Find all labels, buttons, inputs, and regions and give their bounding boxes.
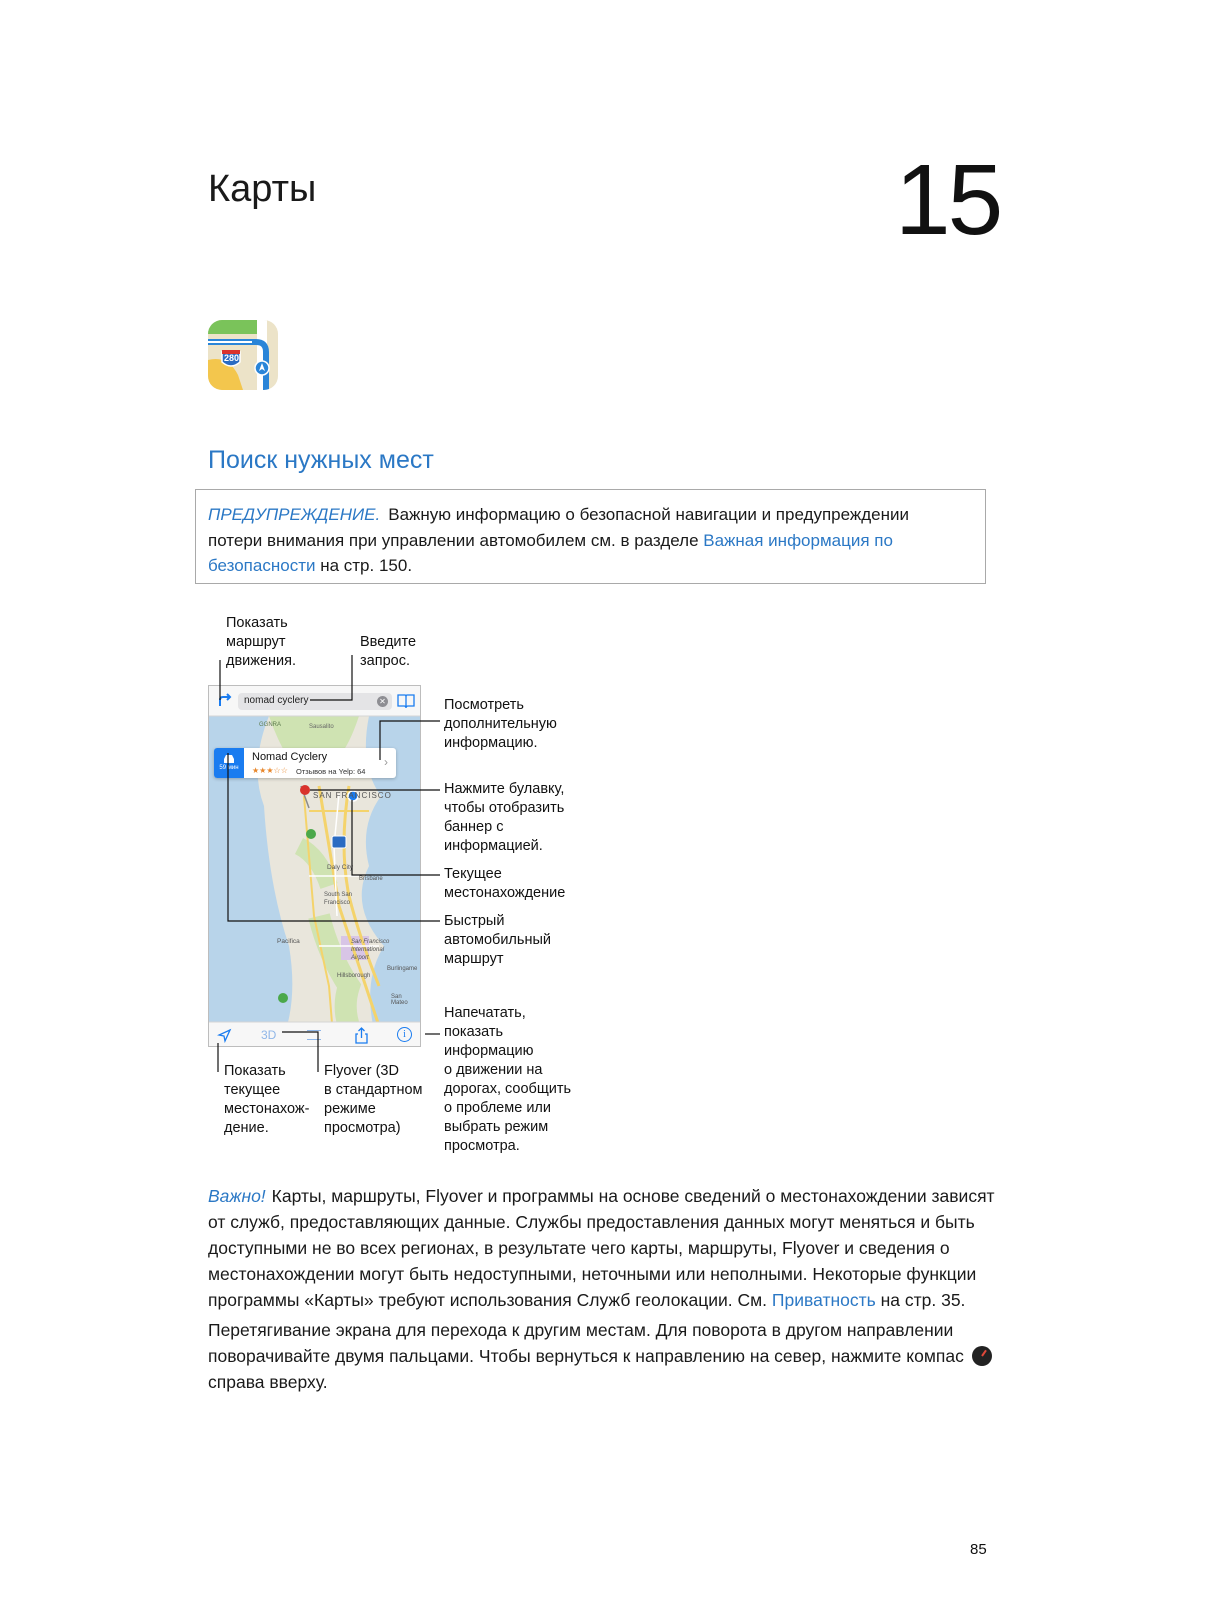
car-icon xyxy=(222,751,236,761)
clear-search-icon[interactable]: ✕ xyxy=(377,696,388,707)
place-banner[interactable] xyxy=(214,748,396,778)
map-label-daly-city: Daly City xyxy=(327,864,354,871)
callout-flyover: Flyover (3D в стандартном режиме просмотра) xyxy=(324,1063,423,1136)
map-label-ggnra: GGNRA xyxy=(259,722,282,728)
map-label-brisbane: Brisbane xyxy=(359,876,383,882)
callout-enter-query: Введите запрос. xyxy=(360,634,417,669)
search-input[interactable] xyxy=(238,693,392,710)
privacy-link[interactable]: Приватность xyxy=(771,1290,876,1310)
warning-label: ПРЕДУПРЕЖДЕНИЕ. xyxy=(208,505,381,524)
map-label-sausalito: Sausalito xyxy=(309,724,334,730)
important-paragraph xyxy=(208,1183,1008,1313)
location-arrow-icon[interactable] xyxy=(217,1028,232,1043)
page-number: 85 xyxy=(970,1541,987,1558)
bottom-toolbar xyxy=(209,1023,421,1047)
compass-icon xyxy=(972,1346,992,1366)
banner-stars: ★★★☆☆ xyxy=(252,766,288,775)
callout-quick-route: Быстрый автомобильный маршрут xyxy=(444,913,551,967)
warning-text xyxy=(208,502,968,579)
chevron-right-icon[interactable]: › xyxy=(384,755,388,769)
important-page-ref: на стр. 35. xyxy=(875,1290,966,1310)
city-label: SAN FRANCISCO xyxy=(313,791,392,800)
banner-reviews: Отзывов на Yelp: 64 xyxy=(296,767,366,776)
share-icon[interactable] xyxy=(354,1027,369,1044)
flyover-3d-button[interactable]: 3D xyxy=(261,1028,277,1042)
chapter-number: 15 xyxy=(895,144,1001,256)
navigation-text-end: справа вверху. xyxy=(208,1372,328,1392)
map-canvas[interactable] xyxy=(209,686,421,1047)
callout-more-info: Посмотреть дополнительную информацию. xyxy=(444,697,557,751)
info-icon[interactable]: i xyxy=(397,1027,412,1042)
drive-route-button[interactable] xyxy=(214,748,244,778)
banner-title: Nomad Cyclery xyxy=(252,751,328,763)
maps-app-icon xyxy=(208,320,278,390)
map-label-south-sf: South San Francisco xyxy=(324,892,353,906)
directions-icon[interactable] xyxy=(217,692,233,708)
callout-show-location: Показать текущее местонахож- дение. xyxy=(224,1063,310,1136)
callout-print-info: Напечатать, показать информацию о движении на дорогах, сообщить о проблеме или выбрать режим просмотра. xyxy=(444,1005,572,1154)
warning-body: Важную информацию о безопасной навигации и предупреждении потери внимания при управлении автомобилем см. в разделе xyxy=(208,505,910,550)
drive-time: 59 мин xyxy=(219,765,239,771)
map-label-burlingame: Burlingame xyxy=(387,966,418,972)
highway-shield-text: 280 xyxy=(224,353,240,363)
important-label: Важно! xyxy=(208,1186,266,1206)
callout-show-route: Показать маршрут движения. xyxy=(226,615,297,669)
map-label-airport: San Francisco International Airport xyxy=(351,939,390,961)
section-title: Поиск нужных мест xyxy=(208,446,434,474)
warning-page-ref: на стр. 150. xyxy=(315,556,413,575)
bookmarks-icon[interactable] xyxy=(397,693,415,709)
callout-current-location: Текущее местонахождение xyxy=(444,866,566,901)
chapter-title: Карты xyxy=(208,168,317,210)
map-label-hillsborough: Hillsborough xyxy=(337,973,371,979)
navigation-paragraph xyxy=(208,1317,1008,1395)
warning-box xyxy=(195,489,986,584)
map-label-pacifica: Pacifica xyxy=(277,938,300,945)
callout-tap-pin: Нажмите булавку, чтобы отобразить баннер с информацией. xyxy=(444,781,565,854)
search-value: nomad cyclery xyxy=(244,695,309,706)
navigation-text: Перетягивание экрана для перехода к другим местам. Для поворота в другом направлении поворачивайте двумя пальцами. Чтобы вернуться к направлению на север, нажмите компас xyxy=(208,1320,964,1366)
safety-info-link[interactable]: Важная информация по безопасности xyxy=(208,530,893,575)
list-icon[interactable] xyxy=(307,1030,321,1040)
maps-screenshot xyxy=(208,685,421,1047)
map-label-san-mateo: San Mateo xyxy=(391,994,408,1006)
search-bar xyxy=(209,686,421,716)
important-body: Карты, маршруты, Flyover и программы на основе сведений о местонахождении зависят от служб, предоставляющих данные. Службы предоставления данных могут меняться и быть доступными не во всех регионах, в результате чего карты, маршруты, Flyover и сведения о местонахождении могут быть недоступными, неточными или неполными. Некоторые функции программы «Карты» требуют использования Служб геолокации. См. xyxy=(208,1186,995,1310)
